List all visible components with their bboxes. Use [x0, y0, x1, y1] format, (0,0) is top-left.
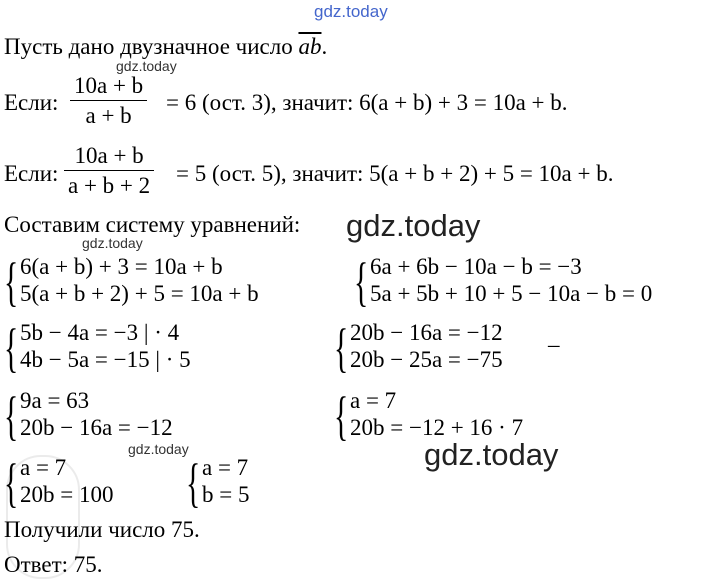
case1-fraction: [70, 73, 147, 129]
system-3-eq1: 5b − 4a = −3 | · 4: [20, 320, 180, 345]
watermark-big-2: gdz.today: [424, 437, 559, 472]
system-5-eq2: 20b − 16a = −12: [20, 415, 173, 440]
intro-number-var: $\overline{ab}$: [298, 34, 322, 59]
case2-fraction-bar: [64, 170, 154, 171]
system-2-eq2: 5a + 5b + 10 + 5 − 10a − b = 0: [370, 281, 653, 306]
case1-fraction-bar: [70, 100, 147, 101]
system-8-eq2: b = 5: [202, 482, 250, 507]
system-6-brace: {: [334, 386, 349, 446]
system-4-brace: {: [334, 318, 349, 378]
system-6-eq2: 20b = −12 + 16 · 7: [350, 415, 524, 440]
system-2-eq1: 6a + 6b − 10a − b = −3: [370, 254, 582, 279]
watermark-small-1: gdz.today: [116, 58, 177, 74]
case1-prefix: Если:: [4, 90, 59, 115]
system-4-eq2: 20b − 25a = −75: [350, 347, 503, 372]
intro-text: Пусть дано двузначное число: [4, 34, 299, 59]
system-7-eq2: 20b = 100: [20, 482, 114, 507]
system-8-brace: {: [186, 453, 201, 513]
intro-line: [4, 34, 327, 60]
case2-prefix: Если:: [4, 161, 59, 186]
watermark-big-1: gdz.today: [346, 208, 481, 243]
system-3-brace: {: [4, 318, 19, 378]
answer-line: Ответ: 75.: [4, 552, 103, 577]
system-6-eq1: a = 7: [350, 388, 397, 413]
system-1-eq1: 6(a + b) + 3 = 10a + b: [20, 254, 223, 279]
system-7-eq1: a = 7: [20, 455, 67, 480]
case1-denominator: a + b: [85, 103, 132, 128]
system-1-brace: {: [4, 252, 19, 312]
system-4-subtract-sign: –: [548, 332, 560, 357]
case2-denominator: a + b + 2: [68, 173, 151, 198]
system-1-eq2: 5(a + b + 2) + 5 = 10a + b: [20, 281, 259, 306]
system-5-brace: {: [4, 386, 19, 446]
system-2-brace: {: [354, 252, 369, 312]
system-8-eq1: a = 7: [202, 455, 249, 480]
system-4-eq1: 20b − 16a = −12: [350, 320, 503, 345]
system-5-eq1: 9a = 63: [20, 388, 90, 413]
case2-suffix: = 5 (ост. 5), значит: 5(a + b + 2) + 5 = 10a + b.: [176, 161, 614, 186]
watermark-top: gdz.today: [314, 2, 388, 21]
case1-suffix: = 6 (ост. 3), значит: 6(a + b) + 3 = 10a + b.: [166, 90, 568, 115]
system-7-brace: {: [4, 453, 19, 513]
watermark-small-3: gdz.today: [128, 441, 189, 457]
case2-numerator: 10a + b: [74, 143, 144, 168]
case2-fraction: [64, 143, 154, 199]
watermark-small-2: gdz.today: [82, 235, 143, 251]
system-3-eq2: 4b − 5a = −15 | · 5: [20, 347, 191, 372]
case1-numerator: 10a + b: [74, 73, 144, 98]
result-line: Получили число 75.: [4, 517, 200, 542]
intro-end: .: [321, 34, 328, 59]
system-heading: Составим систему уравнений:: [4, 212, 301, 237]
